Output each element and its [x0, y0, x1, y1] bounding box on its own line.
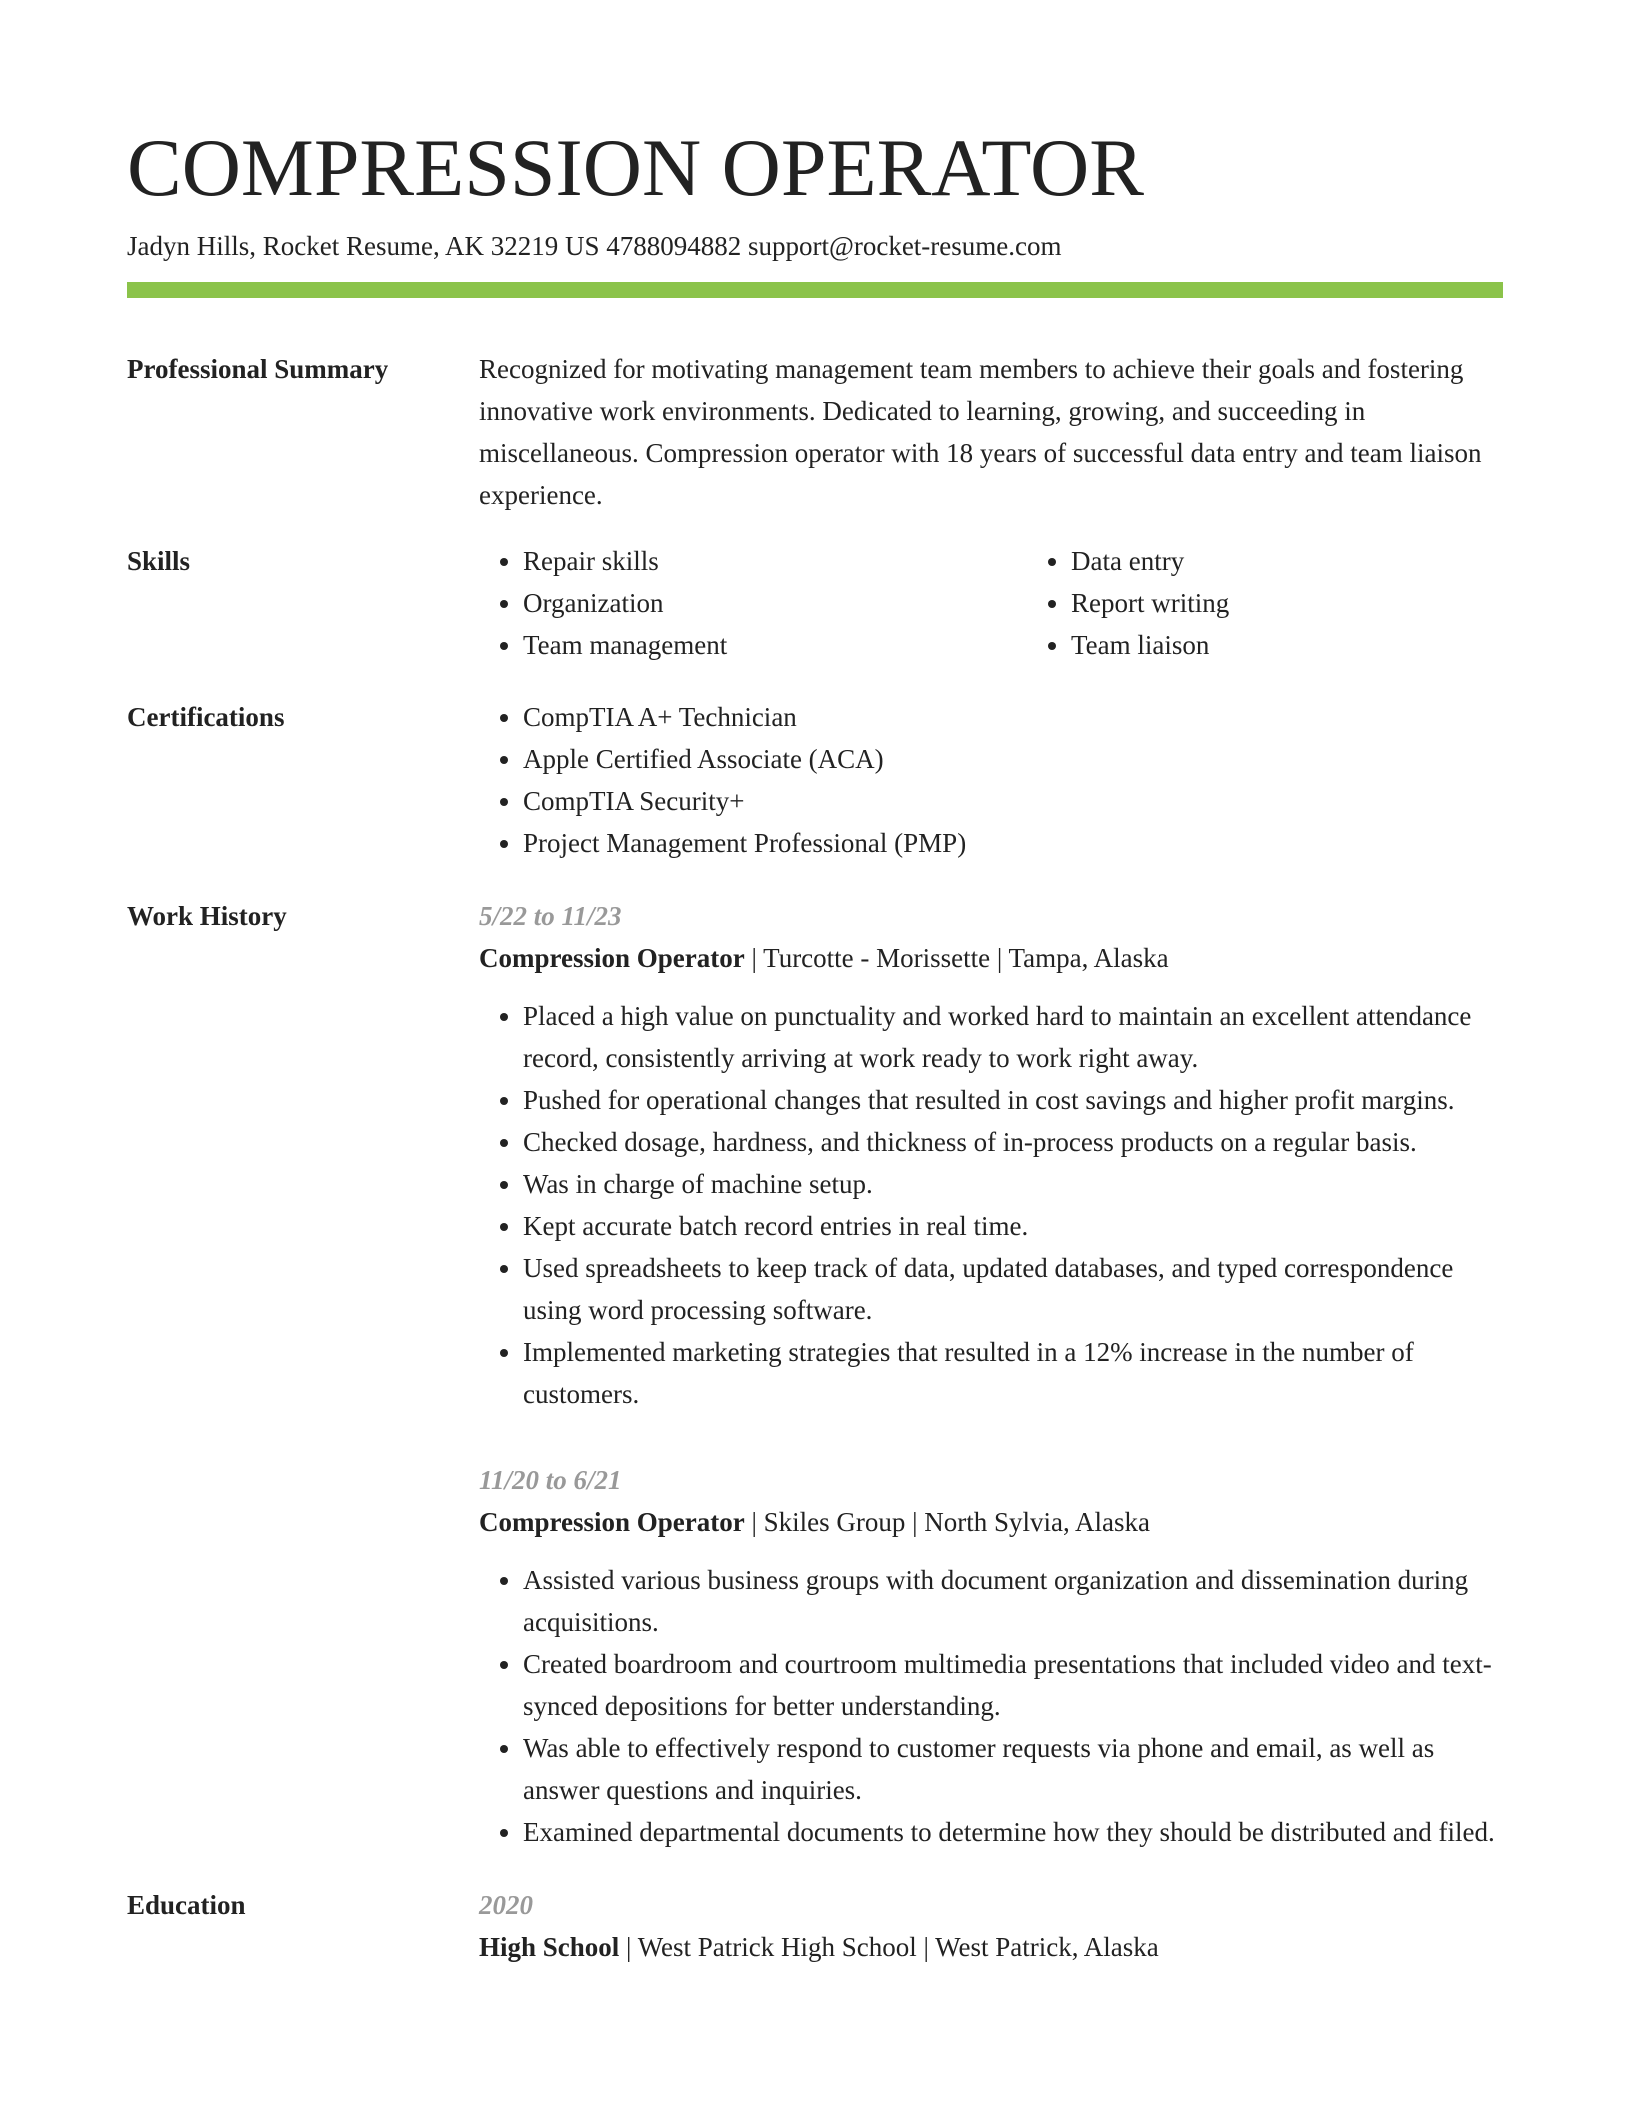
skill-item: • Team management: [523, 624, 1027, 666]
job-details: | Skiles Group | North Sylvia, Alaska: [744, 1507, 1151, 1537]
resume-page: [127, 118, 1503, 1968]
certification-item: • CompTIA Security+: [523, 780, 1503, 822]
education-details: | West Patrick High School | West Patrick, Alaska: [619, 1932, 1159, 1962]
accent-divider: [127, 282, 1503, 298]
skill-item: • Team liaison: [1071, 624, 1575, 666]
section-label-work-history: Work History: [127, 901, 287, 931]
education-heading: [479, 1926, 1503, 1968]
job-bullet: • Pushed for operational changes that resulted in cost savings and higher profit margins.: [523, 1079, 1503, 1121]
contact-line: Jadyn Hills, Rocket Resume, AK 32219 US 4788094882 support@rocket-resume.com: [127, 231, 1062, 261]
job-bullet: • Checked dosage, hardness, and thickness of in-process products on a regular basis.: [523, 1121, 1503, 1163]
job-dates: 11/20 to 6/21: [479, 1465, 622, 1495]
job-bullet: • Kept accurate batch record entries in real time.: [523, 1205, 1503, 1247]
job-bullets: [479, 1559, 1503, 1853]
skills-section: [127, 540, 1503, 666]
job-bullet: • Was able to effectively respond to customer requests via phone and email, as well as answer questions and inquiries.: [523, 1727, 1503, 1811]
skills-list-left: [479, 540, 1027, 666]
job-entry: [479, 895, 1503, 1415]
education-date: 2020: [479, 1890, 533, 1920]
skill-item: • Repair skills: [523, 540, 1027, 582]
skill-item: • Organization: [523, 582, 1027, 624]
skills-list-right: [1027, 540, 1575, 666]
skill-item: • Data entry: [1071, 540, 1575, 582]
job-bullet: • Assisted various business groups with document organization and dissemination during acquisitions.: [523, 1559, 1503, 1643]
certifications-list: [479, 696, 1503, 864]
education-degree: High School: [479, 1932, 620, 1962]
job-title: Compression Operator: [479, 1507, 745, 1537]
summary-text: Recognized for motivating management team members to achieve their goals and fostering innovative work environments. Dedicated to learning, growing, and succeeding in miscellaneous. Compression operator with 18 years of successful data entry and team liaison experience.: [479, 354, 1482, 510]
section-label-education: Education: [127, 1890, 246, 1920]
job-dates: 5/22 to 11/23: [479, 901, 622, 931]
job-bullet: • Placed a high value on punctuality and worked hard to maintain an excellent attendance record, consistently arriving at work ready to work right away.: [523, 995, 1503, 1079]
job-heading: [479, 937, 1503, 979]
summary-section: [127, 348, 1503, 516]
job-bullet: • Implemented marketing strategies that resulted in a 12% increase in the number of customers.: [523, 1331, 1503, 1415]
certification-item: • CompTIA A+ Technician: [523, 696, 1503, 738]
skill-item: • Report writing: [1071, 582, 1575, 624]
section-label-skills: Skills: [127, 546, 191, 576]
education-section: [127, 1884, 1503, 1968]
work-history-section: [127, 895, 1503, 1853]
section-label-certifications: Certifications: [127, 702, 285, 732]
job-bullet: • Used spreadsheets to keep track of data, updated databases, and typed correspondence using word processing software.: [523, 1247, 1503, 1331]
job-bullets: [479, 995, 1503, 1415]
job-bullet: • Was in charge of machine setup.: [523, 1163, 1503, 1205]
resume-title: COMPRESSION OPERATOR: [127, 122, 1144, 213]
job-bullet: • Examined departmental documents to determine how they should be distributed and filed.: [523, 1811, 1503, 1853]
certifications-section: [127, 696, 1503, 864]
job-title: Compression Operator: [479, 943, 745, 973]
job-details: | Turcotte - Morissette | Tampa, Alaska: [744, 943, 1169, 973]
section-label-summary: Professional Summary: [127, 354, 389, 384]
certification-item: • Project Management Professional (PMP): [523, 822, 1503, 864]
job-bullet: • Created boardroom and courtroom multimedia presentations that included video and text-synced depositions for better understanding.: [523, 1643, 1503, 1727]
certification-item: • Apple Certified Associate (ACA): [523, 738, 1503, 780]
job-heading: [479, 1501, 1503, 1543]
job-entry: [479, 1459, 1503, 1853]
